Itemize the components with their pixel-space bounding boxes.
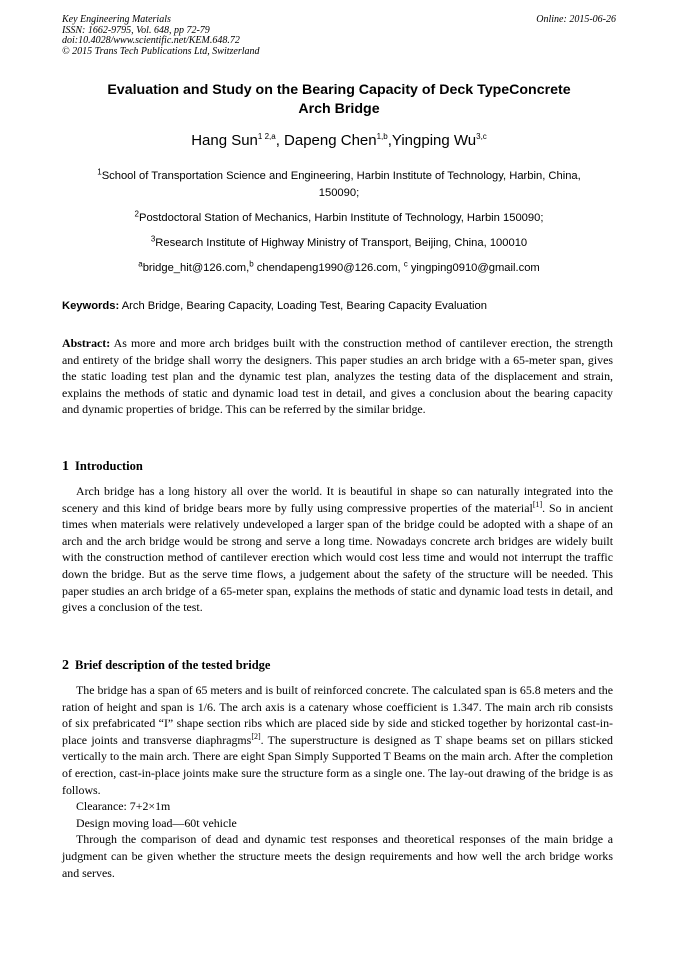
author-sup: 1 2,a bbox=[257, 132, 276, 141]
title-line-1: Evaluation and Study on the Bearing Capacity of Deck TypeConcrete bbox=[107, 82, 571, 98]
section-heading-brief-description bbox=[62, 657, 613, 674]
email-sup: a bbox=[138, 259, 143, 269]
paper-title bbox=[60, 81, 618, 119]
abstract-label: Abstract: bbox=[62, 336, 111, 350]
paragraph-text: The bridge has a span of 65 meters and is built of reinforced concrete. The calculated span is 65.8 meters and the ration of height and span is 1/6. The arch axis is a catenary whose coefficient is 1.347. The main arch rib consists of six prefabricated “I” shape section ribs which are placed side by side and sticked together by horizontal cast-in-place joints and transverse diaphragms bbox=[62, 683, 613, 747]
abstract-text: As more and more arch bridges built with the construction method of cantilever erection, the strength and entirety of the bridge shall worry the designers. This paper studies an arch bridge with a 65-meter span, gives the static loading test plan and the dynamic test plan, analyzes the testing data of the displacement and strain, explains the methods of static and dynamic load test in detail, and gives a conclusion about the bearing capacity and dynamic properties of bridge. This can be referred by the similar bridge. bbox=[62, 336, 613, 417]
section-heading-introduction bbox=[62, 458, 613, 475]
affiliation-1 bbox=[60, 168, 618, 202]
keywords-label: Keywords: bbox=[62, 300, 120, 312]
affiliation-2 bbox=[60, 210, 618, 227]
citation-ref[interactable]: [1] bbox=[532, 499, 543, 509]
email-list bbox=[60, 260, 618, 277]
author-name: Hang Sun bbox=[191, 132, 258, 149]
email-sup: c bbox=[403, 259, 408, 269]
design-load-line: Design moving load—60t vehicle bbox=[76, 815, 237, 830]
affiliation-sup: 2 bbox=[134, 209, 139, 219]
affiliation-text: Research Institute of Highway Ministry of Transport, Beijing, China, 100010 bbox=[155, 237, 528, 249]
email-sup: b bbox=[249, 259, 254, 269]
closing-paragraph: Through the comparison of dead and dynamic test responses and theoretical responses of the main bridge a judgment can be given whether the structure meets the design requirements and how well the arch bridge works and serves. bbox=[62, 832, 613, 880]
affiliation-text: School of Transportation Science and Engineering, Harbin Institute of Technology, Harbin, China, bbox=[101, 170, 581, 182]
affiliation-3 bbox=[60, 235, 618, 252]
affiliation-sup: 1 bbox=[97, 167, 102, 177]
abstract bbox=[62, 335, 613, 418]
journal-copyright: © 2015 Trans Tech Publications Ltd, Switzerland bbox=[62, 45, 260, 57]
keywords bbox=[62, 298, 616, 314]
brief-description-body bbox=[62, 682, 613, 881]
journal-doi: doi:10.4028/www.scientific.net/KEM.648.72 bbox=[62, 35, 240, 46]
author-sup: 3,c bbox=[476, 132, 487, 141]
affiliation-text-continued: 150090; bbox=[318, 187, 360, 199]
author-name: , Dapeng Chen bbox=[275, 132, 377, 149]
journal-name: Key Engineering Materials bbox=[62, 14, 171, 25]
introduction-paragraph bbox=[62, 483, 613, 616]
paragraph-text: . The superstructure is designed as T shape beams set on pillars sticked vertically to the main arch. There are eight Span Simply Supported T Beams on the main arch. After the completion of erection, cast-in-place joints make sure the structure form as a single one. The lay-out drawing of the bridge is as follows. bbox=[62, 732, 613, 797]
paragraph-text: Arch bridge has a long history all over the world. It is beautiful in shape so can naturally integrated into the scenery and this kind of bridge bears more by fully using compressive properties of the material bbox=[62, 484, 613, 515]
clearance-line: Clearance: 7+2×1m bbox=[76, 799, 171, 814]
section-title: Introduction bbox=[75, 459, 143, 473]
author-sup: 1,b bbox=[376, 132, 388, 141]
keywords-text: Arch Bridge, Bearing Capacity, Loading Test, Bearing Capacity Evaluation bbox=[119, 300, 487, 312]
author-name: ,Yingping Wu bbox=[387, 132, 477, 149]
email-address[interactable]: chendapeng1990@126.com, bbox=[253, 262, 404, 274]
affiliation-sup: 3 bbox=[150, 234, 156, 244]
citation-ref[interactable]: [2] bbox=[251, 731, 261, 741]
email-address[interactable]: yingping0910@gmail.com bbox=[407, 262, 540, 274]
affiliation-text: Postdoctoral Station of Mechanics, Harbin Institute of Technology, Harbin 150090; bbox=[139, 212, 544, 224]
email-address[interactable]: bridge_hit@126.com, bbox=[142, 262, 250, 274]
paragraph-text: . So in ancient times when materials were relatively undeveloped a larger span of the bridge could be adopted with a shape of an arch and the arch bridge would be strong and serve a long time. Nowadays concrete arch bridges are widely built with the construction method of cantilever erection which would cost less time and would not interrupt the traffic down the bridge. But as the serve time flows, a judgement about the safety of the structure will be needed. This paper studies an arch bridge of a 65-meter span, explains the methods of static and dynamic load tests in detail, and gives a conclusion of the test. bbox=[62, 500, 613, 615]
section-title: Brief description of the tested bridge bbox=[75, 658, 271, 672]
author-list bbox=[60, 131, 618, 151]
section-number: 2 bbox=[62, 658, 69, 673]
section-number: 1 bbox=[62, 459, 69, 474]
journal-header bbox=[62, 15, 616, 57]
title-line-2: Arch Bridge bbox=[298, 101, 380, 117]
journal-issn: ISSN: 1662-9795, Vol. 648, pp 72-79 bbox=[62, 24, 210, 36]
online-date: Online: 2015-06-26 bbox=[536, 14, 616, 25]
